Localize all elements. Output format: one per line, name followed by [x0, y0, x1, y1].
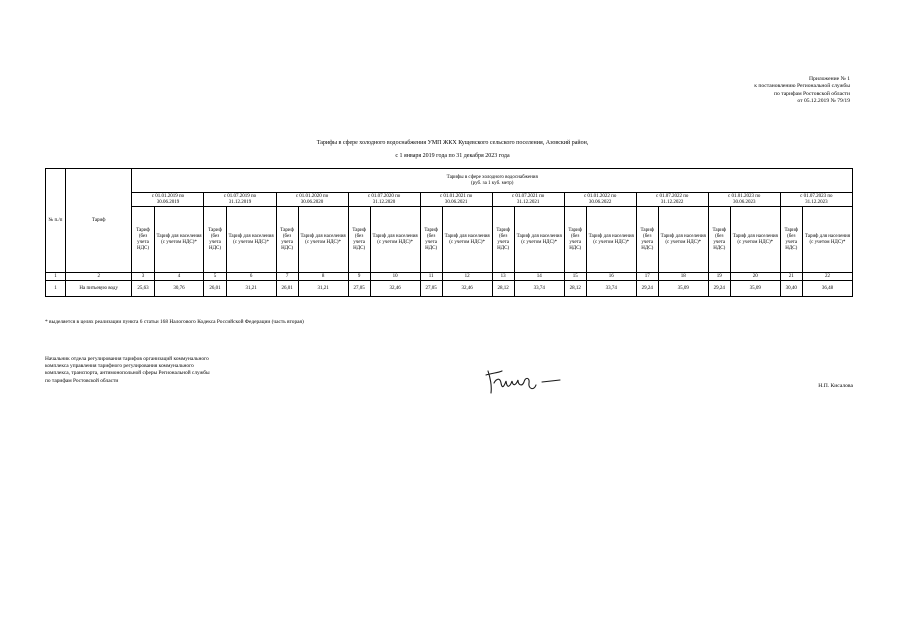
period-header — [492, 193, 564, 207]
period-to: 31.12.2020 — [372, 199, 396, 205]
tariff-value: 33,74 — [586, 281, 636, 297]
period-to: 31.12.2023 — [805, 199, 828, 205]
column-number: 9 — [348, 273, 370, 281]
header-water-supply — [132, 169, 853, 193]
subcol-tariff-no-vat: Тариф (без учета НДС) — [204, 207, 226, 273]
period-header — [780, 193, 852, 207]
subcol-tariff-population: Тариф для населения (с учетом НДС)* — [154, 207, 204, 273]
header-water-unit: (руб. за 1 куб. метр) — [471, 180, 514, 186]
tariff-value: 30,76 — [154, 281, 204, 297]
column-number: 14 — [514, 273, 564, 281]
subcol-tariff-population: Тариф для населения (с учетом НДС)* — [802, 207, 852, 273]
tariff-value: 32,46 — [442, 281, 492, 297]
column-number: 10 — [370, 273, 420, 281]
header-row-number: № п./п — [46, 169, 66, 273]
column-number: 5 — [204, 273, 226, 281]
column-number: 3 — [132, 273, 154, 281]
period-header — [636, 193, 708, 207]
period-to: 30.06.2021 — [444, 199, 468, 205]
appendix-block — [754, 76, 850, 106]
tariff-value: 35,09 — [658, 281, 708, 297]
period-from: с 01.01.2021 по — [439, 193, 473, 199]
period-from: с 01.07.2023 по — [800, 193, 833, 199]
period-from: с 01.01.2019 по — [151, 193, 185, 199]
period-from: с 01.07.2021 по — [511, 193, 545, 199]
appendix-line: по тарифам Ростовской области — [774, 90, 850, 97]
column-number: 7 — [276, 273, 298, 281]
subcol-tariff-population: Тариф для населения (с учетом НДС)* — [298, 207, 348, 273]
period-from: с 01.01.2020 по — [295, 193, 329, 199]
period-to: 30.06.2020 — [300, 199, 324, 205]
period-header — [708, 193, 780, 207]
appendix-line: Приложение № 1 — [809, 76, 850, 82]
period-from: с 01.07.2022 по — [655, 193, 689, 199]
period-from: с 01.01.2023 по — [728, 193, 761, 199]
period-header — [204, 193, 276, 207]
chief-line: Начальник отдела регулирования тарифов организаций коммунального — [45, 356, 209, 362]
chief-line: комплекса, транспорта, антимонопольной сферы Региональной службы — [45, 370, 210, 377]
tariff-value: 36,48 — [802, 281, 852, 297]
tariff-value: 33,74 — [514, 281, 564, 297]
subcol-tariff-no-vat: Тариф (без учета НДС) — [420, 207, 442, 273]
subcol-tariff-population: Тариф для населения (с учетом НДС)* — [370, 207, 420, 273]
column-number: 12 — [442, 273, 492, 281]
subcol-tariff-no-vat: Тариф (без учета НДС) — [708, 207, 730, 273]
period-header — [564, 193, 636, 207]
row-name: На питьевую воду — [65, 281, 132, 297]
tariff-value: 28,12 — [492, 281, 514, 297]
period-from: с 01.07.2020 по — [367, 193, 401, 199]
chief-line: комплекса управления тарифного регулирования коммунального — [45, 363, 194, 370]
period-to: 31.12.2019 — [228, 199, 252, 205]
document-subtitle: с 1 января 2019 года по 31 декабря 2023 года — [395, 153, 510, 159]
column-number: 19 — [708, 273, 730, 281]
subcol-tariff-population: Тариф для населения (с учетом НДС)* — [442, 207, 492, 273]
tariff-value: 29,24 — [636, 281, 658, 297]
document-title: Тарифы в сфере холодного водоснабжения УМП ЖКХ Кущевского сельского поселения, Азовский район, — [316, 140, 589, 146]
column-number: 22 — [802, 273, 852, 281]
column-number: 17 — [636, 273, 658, 281]
period-header — [276, 193, 348, 207]
signatory-name: Н.П. Кисалова — [818, 383, 853, 389]
appendix-line: от 05.12.2019 № 79/19 — [797, 98, 850, 105]
tariff-value: 28,12 — [564, 281, 586, 297]
chief-line: по тарифам Ростовской области — [45, 377, 119, 384]
subcol-tariff-no-vat: Тариф (без учета НДС) — [564, 207, 586, 273]
header-tariff: Тариф — [65, 169, 132, 273]
tariff-value: 32,46 — [370, 281, 420, 297]
subcol-tariff-no-vat: Тариф (без учета НДС) — [636, 207, 658, 273]
column-number: 1 — [46, 273, 66, 281]
period-header — [348, 193, 420, 207]
subcol-tariff-population: Тариф для населения (с учетом НДС)* — [586, 207, 636, 273]
column-number: 18 — [658, 273, 708, 281]
tariff-value: 29,24 — [708, 281, 730, 297]
tariff-value: 25,63 — [132, 281, 154, 297]
subcol-tariff-population: Тариф для населения (с учетом НДС)* — [226, 207, 276, 273]
handwritten-signature — [482, 363, 572, 397]
footnote: * выделяется в целях реализации пункта 6 статьи 168 Налогового Кодекса Российской Федерации (часть вторая) — [45, 319, 304, 325]
period-header — [132, 193, 204, 207]
column-number: 21 — [780, 273, 802, 281]
subcol-tariff-population: Тариф для населения (с учетом НДС)* — [514, 207, 564, 273]
tariff-value: 35,09 — [730, 281, 780, 297]
period-to: 31.12.2022 — [660, 199, 684, 205]
tariff-value: 27,05 — [348, 281, 370, 297]
subcol-tariff-population: Тариф для населения (с учетом НДС)* — [658, 207, 708, 273]
tariff-value: 31,21 — [226, 281, 276, 297]
row-number: 1 — [46, 281, 66, 297]
period-from: с 01.07.2019 по — [223, 193, 257, 199]
column-number: 13 — [492, 273, 514, 281]
subcol-tariff-no-vat: Тариф (без учета НДС) — [132, 207, 154, 273]
period-from: с 01.01.2022 по — [583, 193, 617, 199]
subcol-tariff-no-vat: Тариф (без учета НДС) — [348, 207, 370, 273]
chief-position — [45, 356, 210, 385]
tariff-value: 30,40 — [780, 281, 802, 297]
period-to: 30.06.2019 — [156, 199, 180, 205]
subcol-tariff-no-vat: Тариф (без учета НДС) — [276, 207, 298, 273]
period-header — [420, 193, 492, 207]
subcol-tariff-population: Тариф для населения (с учетом НДС)* — [730, 207, 780, 273]
column-number: 20 — [730, 273, 780, 281]
column-number: 8 — [298, 273, 348, 281]
tariff-value: 26,01 — [276, 281, 298, 297]
subcol-tariff-no-vat: Тариф (без учета НДС) — [492, 207, 514, 273]
column-number: 4 — [154, 273, 204, 281]
tariff-table — [45, 168, 853, 297]
column-number: 6 — [226, 273, 276, 281]
column-number: 15 — [564, 273, 586, 281]
period-to: 30.06.2022 — [588, 199, 612, 205]
column-number: 16 — [586, 273, 636, 281]
tariff-value: 31,21 — [298, 281, 348, 297]
period-to: 30.06.2023 — [732, 199, 756, 205]
column-number: 11 — [420, 273, 442, 281]
table-row — [46, 281, 853, 297]
column-number: 2 — [65, 273, 132, 281]
header-water-line: Тарифы в сфере холодного водоснабжения — [446, 174, 538, 180]
appendix-line: к постановлению Региональной службы — [754, 83, 850, 90]
period-to: 31.12.2021 — [516, 199, 540, 205]
subcol-tariff-no-vat: Тариф (без учета НДС) — [780, 207, 802, 273]
tariff-value: 27,05 — [420, 281, 442, 297]
tariff-value: 26,01 — [204, 281, 226, 297]
